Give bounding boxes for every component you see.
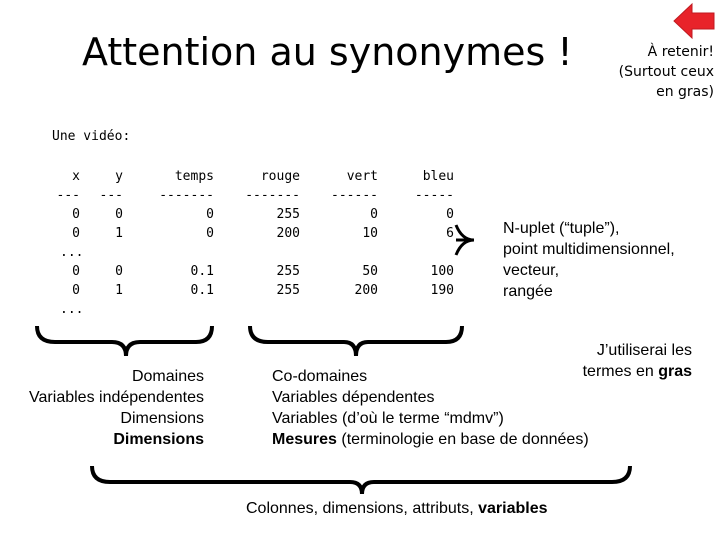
- table-cell: 200: [276, 226, 300, 241]
- usage-line-2: [583, 361, 692, 382]
- table-cell: 0: [206, 207, 214, 222]
- note-line-2: (Surtout ceux: [618, 64, 714, 80]
- usage-line-2-plain: termes en: [582, 363, 659, 380]
- codomains-line-4-bold: Mesures: [272, 431, 337, 448]
- intro-text: Une vidéo:: [52, 129, 131, 144]
- table-cell: 255: [276, 283, 300, 298]
- table-cell: 6: [446, 226, 454, 241]
- table-cell: 1: [115, 283, 123, 298]
- column-header: x: [72, 169, 80, 184]
- usage-note: [583, 340, 692, 382]
- ellipsis-row: ...: [60, 302, 84, 317]
- tuple-label: [503, 218, 675, 302]
- table-cell: 0: [370, 207, 378, 222]
- note-line-3: en gras): [656, 84, 714, 100]
- domains-block: [29, 366, 204, 450]
- table-cell: 200: [354, 283, 378, 298]
- column-header: y: [115, 169, 123, 184]
- table-cell: 0: [72, 226, 80, 241]
- columns-label-plain: Colonnes, dimensions, attributs,: [246, 500, 479, 517]
- codomains-line-1: Co-domaines: [272, 368, 368, 385]
- domains-line-3: Dimensions: [120, 410, 204, 427]
- ellipsis-row: ...: [60, 245, 84, 260]
- row-bracket: [456, 225, 474, 255]
- column-header: bleu: [422, 169, 454, 184]
- usage-line-1: J’utiliserai les: [596, 342, 692, 359]
- table-cell: 0: [115, 264, 123, 279]
- columns-label-bold: variables: [478, 500, 548, 517]
- codomains-block: [272, 366, 589, 450]
- codomains-line-3: Variables (d’où le terme “mdmv”): [272, 410, 504, 427]
- codomains-line-4-rest: (terminologie en base de données): [336, 431, 589, 448]
- domains-line-2: Variables indépendentes: [29, 389, 204, 406]
- table-cell: 0: [115, 207, 123, 222]
- column-header: temps: [174, 169, 214, 184]
- page-title: Attention au synonymes !: [82, 30, 573, 74]
- usage-line-2-bold: gras: [658, 363, 692, 380]
- column-underline: -------: [159, 188, 214, 203]
- table-cell: 0: [72, 283, 80, 298]
- note-line-1: À retenir!: [647, 44, 714, 60]
- column-underline: ------: [331, 188, 378, 203]
- table-cell: 0.1: [190, 264, 214, 279]
- table-cell: 255: [276, 264, 300, 279]
- column-underline: ---: [56, 188, 80, 203]
- tuple-line-3: vecteur,: [503, 262, 560, 279]
- table-cell: 0: [446, 207, 454, 222]
- table-cell: 1: [115, 226, 123, 241]
- columns-brace: [92, 466, 630, 494]
- table-cell: 0.1: [190, 283, 214, 298]
- domain-brace: [37, 326, 212, 356]
- tuple-line-2: point multidimensionnel,: [503, 241, 675, 258]
- columns-label: [246, 498, 548, 519]
- codomains-line-2: Variables dépendentes: [272, 389, 435, 406]
- table-cell: 0: [72, 264, 80, 279]
- column-header: rouge: [260, 169, 300, 184]
- table-cell: 0: [72, 207, 80, 222]
- table-cell: 255: [276, 207, 300, 222]
- column-underline: -----: [414, 188, 454, 203]
- codomain-brace: [250, 326, 462, 356]
- domains-line-1: Domaines: [131, 368, 204, 385]
- table-cell: 50: [362, 264, 378, 279]
- domains-line-4: Dimensions: [113, 431, 204, 448]
- table-cell: 0: [206, 226, 214, 241]
- table-cell: 10: [362, 226, 378, 241]
- table-cell: 190: [430, 283, 454, 298]
- column-underline: -------: [245, 188, 300, 203]
- tuple-line-1: N-uplet (“tuple”),: [503, 220, 620, 237]
- codomains-line-4: [272, 429, 589, 450]
- tuple-line-4: rangée: [503, 283, 553, 300]
- column-header: vert: [346, 169, 378, 184]
- table-cell: 100: [430, 264, 454, 279]
- column-underline: ---: [99, 188, 123, 203]
